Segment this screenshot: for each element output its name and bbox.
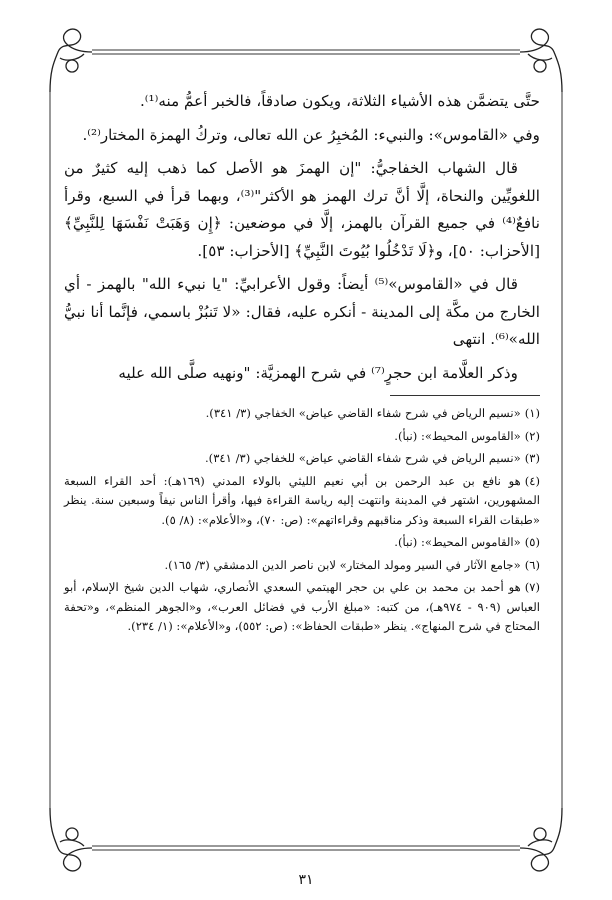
footnote-text: «نسيم الرياض في شرح شفاء القاضي عياض» الخفاجي (٣/ ٣٤١).	[205, 406, 521, 420]
footnote-text: «نسيم الرياض في شرح شفاء القاضي عياض» للخفاجي (٣/ ٣٤١).	[204, 451, 521, 465]
footnote-6	[64, 556, 540, 576]
footnote-number: (٧)	[524, 580, 540, 594]
footnote-number: (٦)	[524, 557, 540, 572]
footnote-number: (١)	[524, 406, 540, 420]
footnote-number: (٣)	[524, 451, 540, 465]
footnote-5	[64, 533, 540, 553]
footnote-text: «القاموس المحيط»: (نبأ).	[394, 428, 521, 443]
paragraph-3: قال الشهاب الخفاجيُّ: "إن الهمزَ هو الأصل كما ذهب إليه كثيرٌ من اللغويِّين والنحاة، إلَّا أنَّ ترك الهمز هو الأكثر"⁽³⁾، وبهما قرأ في السبع، وقرأ نافعٌ⁽⁴⁾ في جميع القرآن بالهمز، إلَّا في موضعين: ﴿إِن وَهَبَتْ نَفْسَهَا لِلنَّبِيِّ﴾ [الأحزاب: ٥٠]، و﴿لَا تَدْخُلُوا بُيُوتَ النَّبِيِّ﴾ [الأحزاب: ٥٣].	[64, 159, 540, 260]
paragraph-1: حتَّى يتضمَّن هذه الأشياء الثلاثة، ويكون صادقاً، فالخبر أعمُّ منه⁽¹⁾.	[139, 92, 540, 110]
footnote-7	[64, 578, 540, 637]
footnote-text: هو نافع بن عبد الرحمن بن أبي نعيم الليثي بالولاء المدني (١٦٩هـ): أحد القراء السبعة المشهورين، اشتهر في المدينة وانتهت إليه رياسة القراءة فيها، وأقرأ الناس نيفاً وسبعين سنة. ينظر «طبقات القراء السبعة وذكر مناقبهم وقراءاتهم»: (ص: ٧٠)، و«الأعلام»: (٨/ ٥).	[64, 473, 540, 527]
footnote-number: (٢)	[524, 428, 540, 443]
footnote-2	[64, 427, 540, 447]
main-text	[64, 88, 540, 387]
footnote-4	[64, 472, 540, 531]
footnotes	[64, 404, 540, 637]
footnote-text: «القاموس المحيط»: (نبأ).	[394, 535, 521, 549]
page-number: ٣١	[298, 872, 314, 888]
paragraph-4: قال في «القاموس»⁽⁵⁾ أيضاً: وقول الأعرابيِّ: "يا نبيء الله" بالهمز - أي الخارج من مكَّة إلى المدينة - أنكره عليه، فقال: «لا تَنبُزْ باسمي، فإنَّما أنا نبيُّ الله»⁽⁶⁾. انتهى	[64, 275, 540, 348]
paragraph-2: وفي «القاموس»: والنبيء: المُخبِرُ عن الله تعالى، وتركُ الهمزة المختار⁽²⁾.	[82, 125, 540, 144]
footnote-number: (٤)	[524, 473, 541, 488]
page-content	[64, 88, 540, 640]
footnote-text: هو أحمد بن محمد بن علي بن حجر الهيتمي السعدي الأنصاري، شهاب الدين شيخ الإسلام، أبو العباس (٩٠٩ - ٩٧٤هـ)، من كتبه: «مبلغ الأرب في فضائل العرب»، و«الجوهر المنظم»، و«تحفة المحتاج في شرح المنهاج». ينظر «طبقات الحفاظ»: (ص: ٥٥٢)، و«الأعلام»: (١/ ٢٣٤).	[64, 580, 540, 633]
footnote-3	[64, 449, 540, 469]
footnote-text: «جامع الآثار في السير ومولد المختار» لابن ناصر الدين الدمشقي (٣/ ١٦٥).	[164, 557, 521, 572]
footnote-separator	[390, 395, 540, 396]
paragraph-5: وذكر العلَّامة ابن حجرٍ⁽⁷⁾ في شرح الهمزيَّة: "ونهيه صلَّى الله عليه	[118, 363, 518, 382]
footnote-number: (٥)	[524, 535, 540, 549]
footnote-1	[64, 404, 540, 424]
